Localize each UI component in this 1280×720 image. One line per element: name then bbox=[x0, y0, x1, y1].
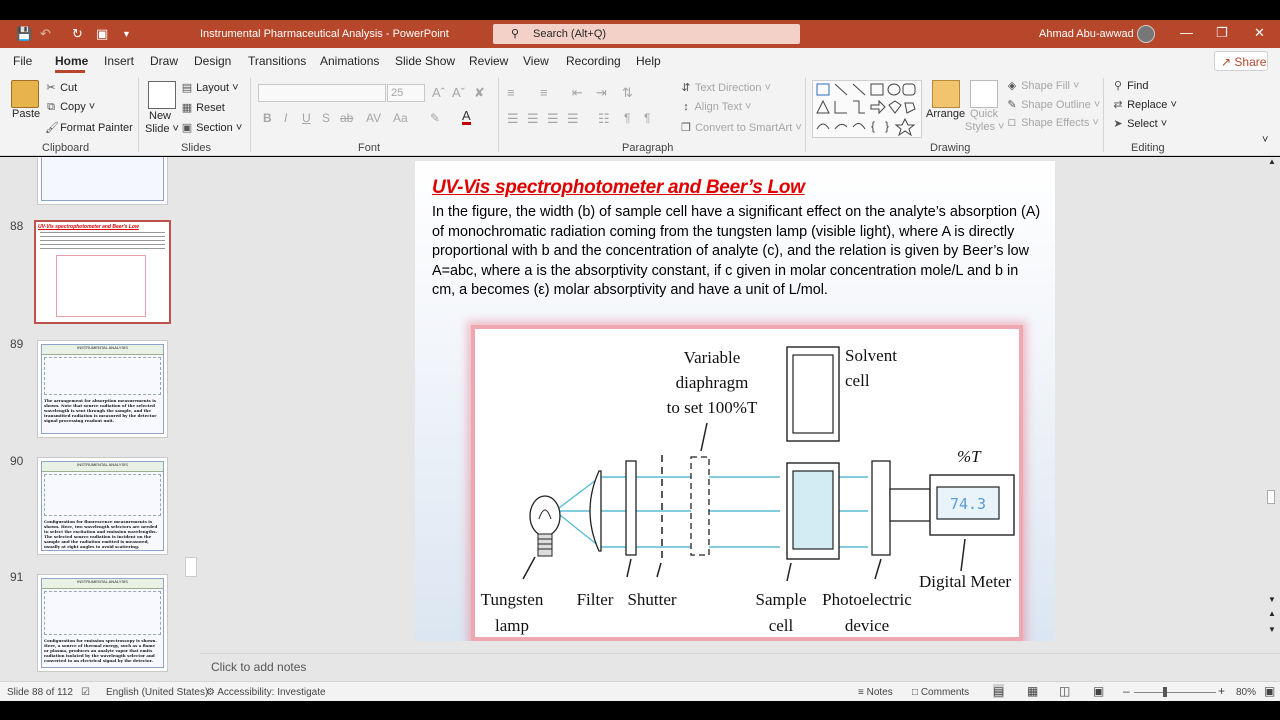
spellcheck-icon[interactable]: ☑ bbox=[81, 687, 90, 698]
accessibility-button[interactable] bbox=[206, 687, 326, 698]
increase-indent-icon[interactable]: ⇥ bbox=[596, 85, 607, 100]
tab-animations[interactable]: Animations bbox=[320, 54, 380, 68]
ltr-icon[interactable]: ¶ bbox=[644, 111, 651, 125]
rtl-icon[interactable]: ¶ bbox=[624, 111, 631, 125]
pen-icon: ✎ bbox=[1007, 99, 1017, 111]
label-set-100t: to set 100%T bbox=[666, 398, 758, 417]
section-icon: ▣ bbox=[181, 122, 193, 134]
tab-draw[interactable]: Draw bbox=[150, 54, 179, 68]
thumbnail-slide-89[interactable] bbox=[37, 340, 168, 438]
font-family-select[interactable] bbox=[258, 84, 386, 102]
convert-smartart-label: Convert to SmartArt bbox=[695, 122, 793, 134]
scroll-up-icon[interactable]: ▲ bbox=[1268, 157, 1276, 166]
underline-icon[interactable]: U bbox=[302, 111, 311, 125]
comments-label: Comments bbox=[920, 687, 970, 698]
align-center-icon[interactable]: ☰ bbox=[527, 111, 539, 126]
slide-thumbnail-pane bbox=[0, 157, 200, 681]
zoom-slider[interactable] bbox=[1134, 692, 1216, 693]
thumbnail-title: UV-Vis spectrophotometer and Beer's Low bbox=[38, 224, 139, 230]
search-placeholder: Search (Alt+Q) bbox=[533, 28, 607, 40]
group-separator bbox=[250, 78, 251, 152]
tab-recording[interactable]: Recording bbox=[566, 54, 621, 68]
reset-icon: ▦ bbox=[181, 102, 193, 114]
language-indicator[interactable]: English (United States) bbox=[106, 687, 209, 698]
zoom-level[interactable]: 80% bbox=[1236, 687, 1257, 698]
window-title: Instrumental Pharmaceutical Analysis - PowerPoint bbox=[200, 28, 449, 40]
label-solvent: Solvent bbox=[845, 346, 897, 365]
bold-icon[interactable]: B bbox=[263, 111, 272, 125]
tab-home[interactable]: Home bbox=[55, 54, 89, 68]
shape-effects-button[interactable]: □ Shape Effects ˅ bbox=[1006, 117, 1099, 129]
shape-effects-label: Shape Effects bbox=[1021, 117, 1090, 129]
notes-label: Notes bbox=[866, 687, 893, 698]
strikethrough-icon[interactable]: ab bbox=[340, 111, 354, 125]
thumbnail-text-lines bbox=[40, 232, 165, 250]
thumbnail-scrollbar[interactable] bbox=[185, 557, 197, 577]
tab-insert[interactable]: Insert bbox=[104, 54, 135, 68]
minimize-icon[interactable]: — bbox=[1180, 25, 1193, 40]
tungsten-lamp-icon bbox=[530, 496, 560, 556]
customize-qat-icon[interactable]: ▼ bbox=[122, 29, 131, 39]
close-icon[interactable]: ✕ bbox=[1254, 25, 1265, 40]
replace-icon: ⇄ bbox=[1113, 99, 1123, 111]
highlight-icon[interactable]: ✎ bbox=[430, 111, 441, 125]
copy-label: Copy bbox=[60, 101, 86, 113]
paste-button[interactable]: Paste bbox=[12, 108, 41, 120]
text-direction-icon: ⇵ bbox=[681, 82, 691, 94]
status-bar bbox=[0, 681, 1280, 701]
find-icon: ⚲ bbox=[1113, 80, 1123, 92]
layout-button[interactable]: ▤ Layout ˅ bbox=[181, 82, 239, 94]
thumbnail-body bbox=[41, 578, 164, 668]
quick-styles-label: Styles bbox=[965, 121, 995, 133]
slideshow-view-icon[interactable]: ▣ bbox=[1093, 684, 1105, 698]
group-separator bbox=[805, 78, 806, 152]
shapes-gallery-icons bbox=[813, 81, 923, 139]
label-variable: Variable bbox=[683, 348, 741, 367]
line-spacing-icon[interactable]: ⇅ bbox=[622, 85, 633, 100]
shape-fill-label: Shape Fill bbox=[1021, 80, 1070, 92]
arrange-icon[interactable] bbox=[932, 80, 960, 108]
svg-text:{: { bbox=[871, 119, 876, 133]
char-spacing-icon[interactable]: AV bbox=[366, 111, 382, 125]
new-slide-icon[interactable] bbox=[148, 81, 176, 109]
search-icon: ⚲ bbox=[511, 28, 520, 40]
shape-fill-button[interactable]: ◈ Shape Fill ˅ bbox=[1007, 80, 1080, 92]
paragraph-group-label: Paragraph bbox=[622, 142, 674, 154]
notes-icon: ≡ bbox=[858, 687, 864, 698]
scrollbar-thumb[interactable] bbox=[1267, 490, 1275, 504]
thumbnail-header: INSTRUMENTAL ANALYSIS bbox=[42, 579, 163, 589]
thumbnail-slide-90[interactable] bbox=[37, 457, 168, 555]
save-icon[interactable]: 💾 bbox=[16, 26, 33, 41]
thumbnail-diagram bbox=[44, 357, 161, 395]
thumbnail-text: Configuration for fluorescence measurements is shown. Here, two wavelength selectors are needed to select the excitation and emission wavelengths. The selected source radiation is incident on the sample and the radiation emitted is measured, usually at right angles to avoid scattering. bbox=[44, 519, 158, 549]
increase-font-icon[interactable]: Aˆ bbox=[432, 85, 445, 100]
italic-icon[interactable]: I bbox=[284, 111, 288, 125]
change-case-icon[interactable]: Aa bbox=[393, 111, 408, 125]
thumbnail-partial bbox=[41, 157, 164, 201]
label-diaphragm: diaphragm bbox=[675, 373, 749, 392]
paste-icon[interactable] bbox=[11, 80, 39, 108]
zoom-in-icon[interactable]: + bbox=[1218, 684, 1226, 698]
accessibility-icon: ⚙ bbox=[206, 687, 215, 698]
tab-view[interactable]: View bbox=[523, 54, 549, 68]
text-direction-button[interactable]: ⇵ Text Direction ˅ bbox=[681, 82, 771, 94]
undo-icon[interactable]: ↶ bbox=[40, 26, 51, 41]
font-size-value: 25 bbox=[391, 87, 404, 99]
label-shutter: Shutter bbox=[627, 590, 677, 609]
label-digital-meter: Digital Meter bbox=[918, 572, 1012, 591]
thumbnail-header: INSTRUMENTAL ANALYSIS bbox=[42, 345, 163, 355]
shape-outline-label: Shape Outline bbox=[1021, 99, 1091, 111]
decrease-indent-icon[interactable]: ⇤ bbox=[572, 85, 583, 100]
next-slide-icon[interactable]: ▼ bbox=[1268, 625, 1276, 634]
slide-workspace bbox=[200, 157, 1280, 653]
present-icon[interactable]: ▣ bbox=[96, 26, 109, 41]
fit-to-window-icon[interactable]: ▣ bbox=[1264, 684, 1276, 698]
slide-number: 90 bbox=[10, 454, 24, 468]
group-separator bbox=[138, 78, 139, 152]
label-percent-t: %T bbox=[957, 447, 981, 466]
shadow-icon[interactable]: S bbox=[322, 111, 331, 125]
filter-icon bbox=[626, 461, 636, 555]
share-icon: ↗ bbox=[1221, 55, 1232, 69]
scroll-down-icon[interactable]: ▼ bbox=[1268, 595, 1276, 604]
brush-icon: 🖌 bbox=[45, 122, 59, 134]
format-painter-label: Format Painter bbox=[60, 122, 133, 134]
slide-number: 89 bbox=[10, 337, 24, 351]
title-bar bbox=[0, 20, 1280, 48]
justify-icon[interactable]: ☰ bbox=[567, 111, 579, 126]
shapes-gallery[interactable] bbox=[812, 80, 922, 138]
slide-title[interactable]: UV-Vis spectrophotometer and Beer’s Low bbox=[432, 177, 805, 198]
quick-styles-button[interactable]: Quick bbox=[970, 108, 999, 120]
active-tab-indicator bbox=[55, 70, 85, 73]
drawing-group-label: Drawing bbox=[930, 142, 971, 154]
thumbnail-body bbox=[41, 344, 164, 434]
select-label: Select bbox=[1127, 118, 1158, 130]
font-color-icon[interactable]: A bbox=[462, 108, 471, 123]
accessibility-label: Accessibility: Investigate bbox=[217, 687, 326, 698]
normal-view-icon[interactable]: ▤ bbox=[993, 684, 1005, 698]
tab-design[interactable]: Design bbox=[194, 54, 232, 68]
paint-bucket-icon: ◈ bbox=[1007, 80, 1017, 92]
numbering-icon[interactable]: ≡ bbox=[540, 85, 548, 100]
copy-icon: ⧉ bbox=[47, 101, 55, 113]
tab-file[interactable]: File bbox=[13, 54, 33, 68]
bullets-icon[interactable]: ≡ bbox=[507, 85, 515, 100]
label-sample-cell: cell bbox=[768, 616, 794, 635]
label-tungsten: Tungsten bbox=[480, 590, 544, 609]
slide-body-text[interactable]: In the figure, the width (b) of sample cell have a significant effect on the analyte’s absorption (A) of monochromatic radiation coming from the tungsten lamp (visible light), where A is directly proportional with b and the concentration of analyte (c), and the relation is given by Beer’s low A=abc, where a is the absorptivity constant, if c given in molar concentration mole/L and b in cm, a becomes (ε) molar absorptivity and have a unit of L/mol. bbox=[432, 204, 1041, 299]
cut-label: Cut bbox=[60, 82, 78, 94]
layout-label: Layout bbox=[196, 82, 230, 94]
align-text-button[interactable]: ↕ Align Text ˅ bbox=[680, 101, 751, 113]
shape-outline-button[interactable]: ✎ Shape Outline ˅ bbox=[1007, 99, 1101, 111]
section-label: Section bbox=[196, 122, 233, 134]
vertical-scrollbar[interactable] bbox=[1264, 157, 1280, 653]
find-button[interactable] bbox=[1112, 79, 1148, 92]
notes-placeholder[interactable]: Click to add notes bbox=[211, 660, 307, 674]
quick-styles-button-line2[interactable]: Styles ˅ bbox=[965, 121, 1005, 133]
scissors-icon: ✂ bbox=[46, 82, 56, 94]
previous-slide-icon[interactable]: ▲ bbox=[1268, 609, 1276, 618]
ribbon bbox=[0, 74, 1280, 156]
reset-label: Reset bbox=[196, 102, 225, 114]
zoom-out-icon[interactable]: – bbox=[1123, 684, 1130, 698]
editing-group-label: Editing bbox=[1131, 142, 1165, 154]
layout-icon: ▤ bbox=[181, 82, 193, 94]
label-photoelectric: Photoelectric bbox=[822, 590, 912, 609]
replace-label: Replace bbox=[1127, 99, 1168, 111]
cursor-icon: ➤ bbox=[1113, 118, 1123, 130]
user-name[interactable]: Ahmad Abu-awwad bbox=[1039, 28, 1134, 40]
avatar[interactable] bbox=[1137, 25, 1155, 43]
tab-slide-show[interactable]: Slide Show bbox=[395, 54, 456, 68]
restore-icon[interactable]: ❐ bbox=[1216, 25, 1228, 40]
clipboard-group-label: Clipboard bbox=[42, 142, 90, 154]
quick-styles-icon[interactable] bbox=[970, 80, 998, 108]
ribbon-tabs bbox=[0, 48, 1280, 74]
label-solvent-cell: cell bbox=[845, 371, 870, 390]
comment-icon: □ bbox=[912, 687, 919, 698]
group-separator bbox=[1103, 78, 1104, 152]
svg-text:}: } bbox=[885, 119, 890, 133]
thumbnail-diagram bbox=[44, 474, 161, 516]
format-painter-button[interactable] bbox=[45, 121, 133, 134]
replace-button[interactable]: ⇄ Replace ˅ bbox=[1113, 99, 1177, 111]
comments-button[interactable] bbox=[912, 687, 969, 698]
clear-formatting-icon[interactable]: ✘ bbox=[474, 85, 485, 100]
find-label: Find bbox=[1127, 80, 1149, 92]
label-filter: Filter bbox=[576, 590, 614, 609]
share-label: Share bbox=[1234, 55, 1267, 69]
text-direction-label: Text Direction bbox=[694, 82, 762, 94]
spectrophotometer-figure[interactable] bbox=[471, 325, 1023, 641]
slide-count: Slide 88 of 112 bbox=[7, 687, 73, 698]
font-group-label: Font bbox=[358, 142, 381, 154]
notes-button[interactable] bbox=[858, 687, 893, 698]
new-slide-button[interactable]: New bbox=[149, 110, 172, 122]
thumbnail-slide-91[interactable] bbox=[37, 574, 168, 672]
thumbnail-slide-87[interactable] bbox=[37, 157, 168, 205]
new-slide-label: Slide bbox=[145, 123, 170, 135]
thumbnail-diagram bbox=[44, 591, 161, 635]
effects-icon: □ bbox=[1008, 117, 1016, 129]
redo-icon[interactable]: ↻ bbox=[72, 26, 83, 41]
slide-number: 88 bbox=[10, 219, 24, 233]
label-sample: Sample bbox=[755, 590, 807, 609]
arrange-button[interactable]: Arrange bbox=[926, 108, 966, 120]
label-device: device bbox=[844, 616, 890, 635]
group-separator bbox=[498, 78, 499, 152]
zoom-slider-thumb[interactable] bbox=[1163, 687, 1167, 697]
section-button[interactable]: ▣ Section ˅ bbox=[181, 122, 243, 134]
label-lamp: lamp bbox=[495, 616, 529, 635]
font-size-select[interactable] bbox=[387, 84, 425, 102]
slide-canvas[interactable] bbox=[415, 161, 1055, 641]
decrease-font-icon[interactable]: Aˇ bbox=[452, 85, 465, 100]
slide-sorter-icon[interactable]: ▦ bbox=[1027, 684, 1039, 698]
tab-transitions[interactable]: Transitions bbox=[248, 54, 307, 68]
select-button[interactable]: ➤ Select ˅ bbox=[1113, 118, 1168, 130]
photoelectric-device-icon bbox=[872, 461, 890, 555]
thumbnail-header: INSTRUMENTAL ANALYSIS bbox=[42, 462, 163, 472]
spectrophotometer-diagram bbox=[475, 329, 1019, 637]
columns-icon[interactable]: ☷ bbox=[598, 111, 610, 126]
reading-view-icon[interactable]: ◫ bbox=[1059, 684, 1071, 698]
smartart-icon: ❐ bbox=[681, 122, 691, 134]
new-slide-button-line2[interactable]: Slide ˅ bbox=[145, 123, 179, 135]
share-button[interactable] bbox=[1214, 51, 1268, 71]
align-text-label: Align Text bbox=[694, 101, 742, 113]
thumbnail-text: Configuration for emission spectroscopy is shown. Here, a source of thermal energy, such as a flame or plasma, produces an analyte vapor that emits radiation isolated by the wavelength selector and converted to an electrical signal by the detector. bbox=[44, 638, 157, 663]
tab-review[interactable]: Review bbox=[469, 54, 509, 68]
diaphragm-icon bbox=[691, 457, 709, 555]
slides-group-label: Slides bbox=[181, 142, 211, 154]
notes-pane[interactable] bbox=[200, 653, 1280, 681]
convert-smartart-button[interactable]: ❐ Convert to SmartArt ˅ bbox=[681, 122, 802, 134]
thumbnail-body bbox=[41, 461, 164, 551]
thumbnail-text: The arrangement for absorption measurements is shown. Note that source radiation of the selected wavelength is sent through the sample, and the transmitted radiation is measured by the detector signal processing readout unit. bbox=[44, 398, 157, 423]
thumbnail-figure bbox=[56, 255, 146, 317]
slide-number: 91 bbox=[10, 570, 24, 584]
cut-button[interactable] bbox=[45, 81, 77, 94]
reset-button[interactable] bbox=[181, 101, 225, 114]
align-left-icon[interactable]: ☰ bbox=[507, 111, 519, 126]
align-right-icon[interactable]: ☰ bbox=[547, 111, 559, 126]
thumbnail-slide-88[interactable] bbox=[34, 220, 171, 324]
collapse-ribbon-icon[interactable]: ˅ bbox=[1262, 134, 1269, 146]
search-input[interactable] bbox=[493, 24, 800, 44]
meter-reading: 74.3 bbox=[949, 495, 987, 513]
align-text-icon: ↕ bbox=[683, 101, 689, 113]
tab-help[interactable]: Help bbox=[636, 54, 661, 68]
copy-button[interactable]: ⧉ Copy ˅ bbox=[45, 101, 95, 114]
